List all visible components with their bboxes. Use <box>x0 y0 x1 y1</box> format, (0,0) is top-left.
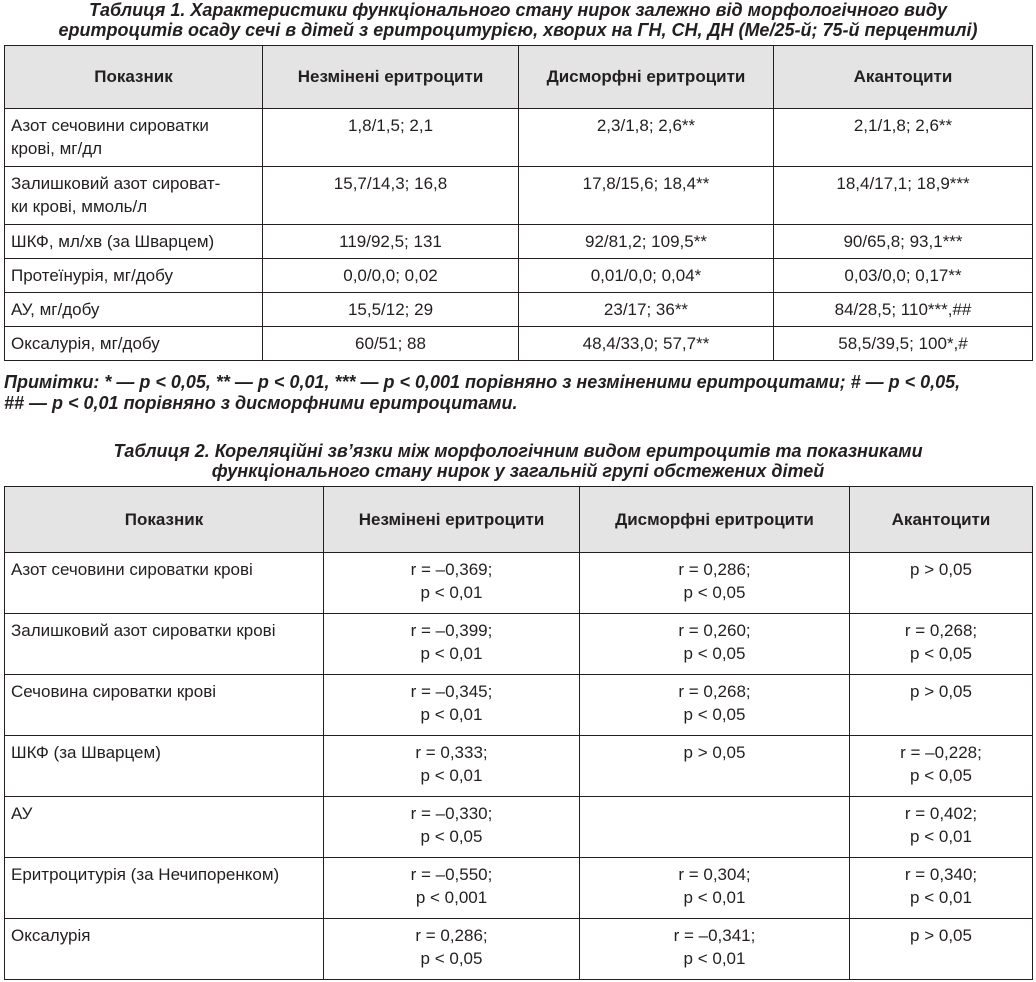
cell-acanthocytes: r = 0,268; p < 0,05 <box>850 614 1033 675</box>
cell-acanthocytes: 2,1/1,8; 2,6** <box>774 109 1033 167</box>
table-row <box>5 553 1033 614</box>
row-label: Оксалурія <box>5 919 324 980</box>
cell-unchanged: 15,7/14,3; 16,8 <box>263 167 519 225</box>
table1-header-acanthocytes: Акантоцити <box>774 46 1033 109</box>
cell-unchanged: r = –0,330; p < 0,05 <box>324 797 580 858</box>
cell-unchanged: 15,5/12; 29 <box>263 293 519 327</box>
cell-unchanged: r = –0,345; p < 0,01 <box>324 675 580 736</box>
table1-caption-line1: Таблиця 1. Характеристики функціонального стану нирок залежно від морфологічного виду <box>89 0 947 20</box>
table-row <box>5 614 1033 675</box>
cell-dysmorphic: r = 0,304; p < 0,01 <box>580 858 850 919</box>
row-label: АУ <box>5 797 324 858</box>
cell-dysmorphic: r = 0,260; p < 0,05 <box>580 614 850 675</box>
table-row <box>5 797 1033 858</box>
cell-dysmorphic: 2,3/1,8; 2,6** <box>519 109 774 167</box>
table2-caption-line2: функціонального стану нирок у загальній групі обстежених дітей <box>211 461 825 481</box>
table1-header-indicator: Показник <box>5 46 263 109</box>
table2-header-indicator: Показник <box>5 487 324 553</box>
cell-acanthocytes: r = 0,402; p < 0,01 <box>850 797 1033 858</box>
cell-dysmorphic: 0,01/0,0; 0,04* <box>519 259 774 293</box>
table-row <box>5 167 1033 225</box>
table2 <box>4 486 1033 980</box>
cell-unchanged: r = 0,333; p < 0,01 <box>324 736 580 797</box>
cell-dysmorphic: 17,8/15,6; 18,4** <box>519 167 774 225</box>
cell-dysmorphic: 92/81,2; 109,5** <box>519 225 774 259</box>
cell-dysmorphic: 23/17; 36** <box>519 293 774 327</box>
cell-unchanged: 0,0/0,0; 0,02 <box>263 259 519 293</box>
cell-acanthocytes: 0,03/0,0; 0,17** <box>774 259 1033 293</box>
table2-header-dysmorphic: Дисморфні еритроцити <box>580 487 850 553</box>
cell-acanthocytes: p > 0,05 <box>850 553 1033 614</box>
row-label: Еритроцитурія (за Нечипоренком) <box>5 858 324 919</box>
table-row <box>5 109 1033 167</box>
table-row <box>5 225 1033 259</box>
table1-header-unchanged: Незмінені еритроцити <box>263 46 519 109</box>
table1 <box>4 45 1033 361</box>
table-row <box>5 919 1033 980</box>
cell-acanthocytes: 18,4/17,1; 18,9*** <box>774 167 1033 225</box>
row-label: ШКФ (за Шварцем) <box>5 736 324 797</box>
row-label: Оксалурія, мг/добу <box>5 327 263 361</box>
table1-caption-line2: еритроцитів осаду сечі в дітей з еритроцитурією, хворих на ГН, СН, ДН (Me/25-й; 75-й перцентилі) <box>58 20 978 40</box>
row-label: ШКФ, мл/хв (за Шварцем) <box>5 225 263 259</box>
table2-header-unchanged: Незмінені еритроцити <box>324 487 580 553</box>
row-label: АУ, мг/добу <box>5 293 263 327</box>
row-label: Залишковий азот сироватки крові <box>5 614 324 675</box>
table-row <box>5 675 1033 736</box>
notes-line1: Примітки: * — p < 0,05, ** — p < 0,01, *** — p < 0,001 порівняно з незміненими еритроцитами; # — p < 0,05, <box>4 372 961 392</box>
cell-unchanged: r = 0,286; p < 0,05 <box>324 919 580 980</box>
row-label: Азот сечовини сироватки крові <box>5 553 324 614</box>
row-label: Залишковий азот сироват- ки крові, ммоль/л <box>5 167 263 225</box>
cell-unchanged: r = –0,369; p < 0,01 <box>324 553 580 614</box>
table-row <box>5 327 1033 361</box>
table1-notes <box>4 372 1032 414</box>
cell-dysmorphic: p > 0,05 <box>580 736 850 797</box>
cell-acanthocytes: 90/65,8; 93,1*** <box>774 225 1033 259</box>
cell-dysmorphic <box>580 797 850 858</box>
cell-acanthocytes: r = 0,340; p < 0,01 <box>850 858 1033 919</box>
notes-line2: ## — p < 0,01 порівняно з дисморфними еритроцитами. <box>4 393 518 413</box>
cell-dysmorphic: r = 0,268; p < 0,05 <box>580 675 850 736</box>
table2-caption <box>0 441 1036 481</box>
cell-acanthocytes: r = –0,228; p < 0,05 <box>850 736 1033 797</box>
table1-header-dysmorphic: Дисморфні еритроцити <box>519 46 774 109</box>
table1-caption <box>0 0 1036 40</box>
cell-acanthocytes: 58,5/39,5; 100*,# <box>774 327 1033 361</box>
cell-dysmorphic: r = –0,341; p < 0,01 <box>580 919 850 980</box>
cell-unchanged: r = –0,399; p < 0,01 <box>324 614 580 675</box>
table2-caption-line1: Таблиця 2. Кореляційні зв’язки між морфологічним видом еритроцитів та показниками <box>113 441 923 461</box>
table-row <box>5 293 1033 327</box>
cell-unchanged: 119/92,5; 131 <box>263 225 519 259</box>
table2-header-acanthocytes: Акантоцити <box>850 487 1033 553</box>
row-label: Сечовина сироватки крові <box>5 675 324 736</box>
cell-acanthocytes: p > 0,05 <box>850 675 1033 736</box>
cell-unchanged: 60/51; 88 <box>263 327 519 361</box>
row-label: Протеїнурія, мг/добу <box>5 259 263 293</box>
table-row <box>5 736 1033 797</box>
cell-dysmorphic: 48,4/33,0; 57,7** <box>519 327 774 361</box>
cell-unchanged: 1,8/1,5; 2,1 <box>263 109 519 167</box>
cell-unchanged: r = –0,550; p < 0,001 <box>324 858 580 919</box>
cell-acanthocytes: p > 0,05 <box>850 919 1033 980</box>
cell-dysmorphic: r = 0,286; p < 0,05 <box>580 553 850 614</box>
cell-acanthocytes: 84/28,5; 110***,## <box>774 293 1033 327</box>
row-label: Азот сечовини сироватки крові, мг/дл <box>5 109 263 167</box>
table-row <box>5 858 1033 919</box>
table-row <box>5 259 1033 293</box>
